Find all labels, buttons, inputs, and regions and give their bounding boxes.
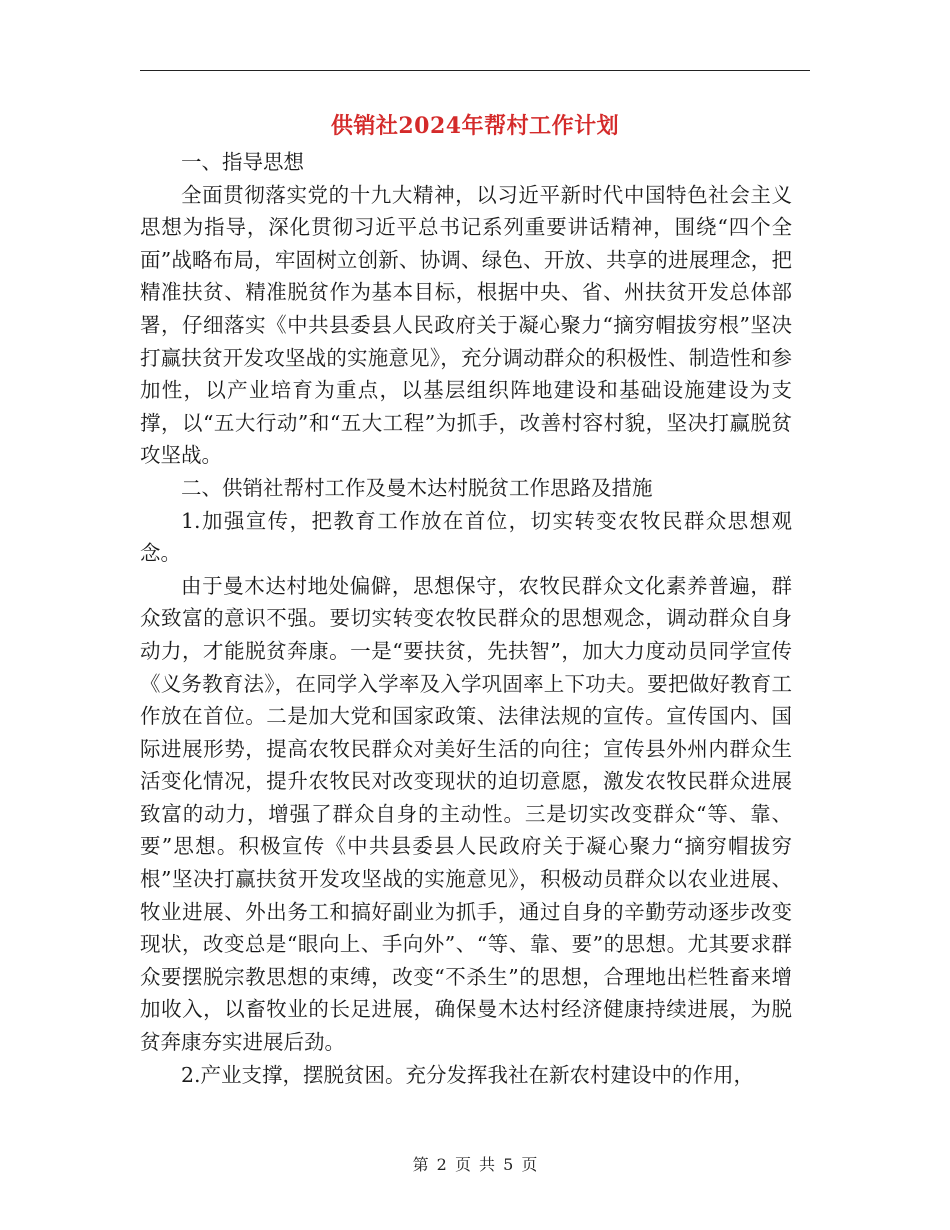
page-footer: 第 2 页 共 5 页 [412,1155,538,1174]
section-heading-work-measures: 二、供销社帮村工作及曼木达村脱贫工作思路及措施 [181,475,653,500]
paragraph-publicity-details: 由于曼木达村地处偏僻，思想保守，农牧民群众文化素养普遍，群众致富的意识不强。要切实转变农牧民群众的思想观念，调动群众自身动力，才能脱贫奔康。一是“要扶贫，先扶智”，加大力度动员同学宣传《义务教育法》，在同学入学率及入学巩固率上下功夫。要把做好教育工作放在首位。二是加大党和国家政策、法律法规的宣传。宣传国内、国际进展形势，提高农牧民群众对美好生活的向往；宣传县外州内群众生活变化情况，提升农牧民对改变现状的迫切意愿，激发农牧民群众进展致富的动力，增强了群众自身的主动性。三是切实改变群众“等、靠、要”思想。积极宣传《中共县委县人民政府关于凝心聚力“摘穷帽拔穷根”坚决打赢扶贫开发攻坚战的实施意见》，积极动员群众以农业进展、牧业进展、外出务工和搞好副业为抓手，通过自身的辛勤劳动逐步改变现状，改变总是“眼向上、手向外”、“等、靠、要”的思想。尤其要求群众要摆脱宗教思想的束缚，改变“不杀生”的思想，合理地出栏牲畜来增加收入，以畜牧业的长足进展，确保曼木达村经济健康持续进展，为脱贫奔康夯实进展后劲。 [140,573,792,1055]
paragraph-guiding-ideology: 全面贯彻落实党的十九大精神，以习近平新时代中国特色社会主义思想为指导，深化贯彻习近平总书记系列重要讲话精神，围绕“四个全面”战略布局，牢固树立创新、协调、绿色、开放、共享的进展理念，把精准扶贫、精准脱贫作为基本目标，根据中央、省、州扶贫开发总体部署，仔细落实《中共县委县人民政府关于凝心聚力“摘穷帽拔穷根”坚决打赢扶贫开发攻坚战的实施意见》，充分调动群众的积极性、制造性和参加性，以产业培育为重点，以基层组织阵地建设和基础设施建设为支撑，以“五大行动”和“五大工程”为抓手，改善村容村貌，坚决打赢脱贫攻坚战。 [140,182,792,468]
subheading-strengthen-publicity: 1.加强宣传，把教育工作放在首位，切实转变农牧民群众思想观念。 [140,508,792,566]
section-heading-guiding-ideology: 一、指导思想 [181,150,304,174]
subheading-industry-support: 2.产业支撑，摆脱贫困。充分发挥我社在新农村建设中的作用， [181,1062,755,1087]
header-rule [140,70,810,71]
document-body [140,146,792,1091]
document-title: 供销社2024年帮村工作计划 [330,113,620,139]
